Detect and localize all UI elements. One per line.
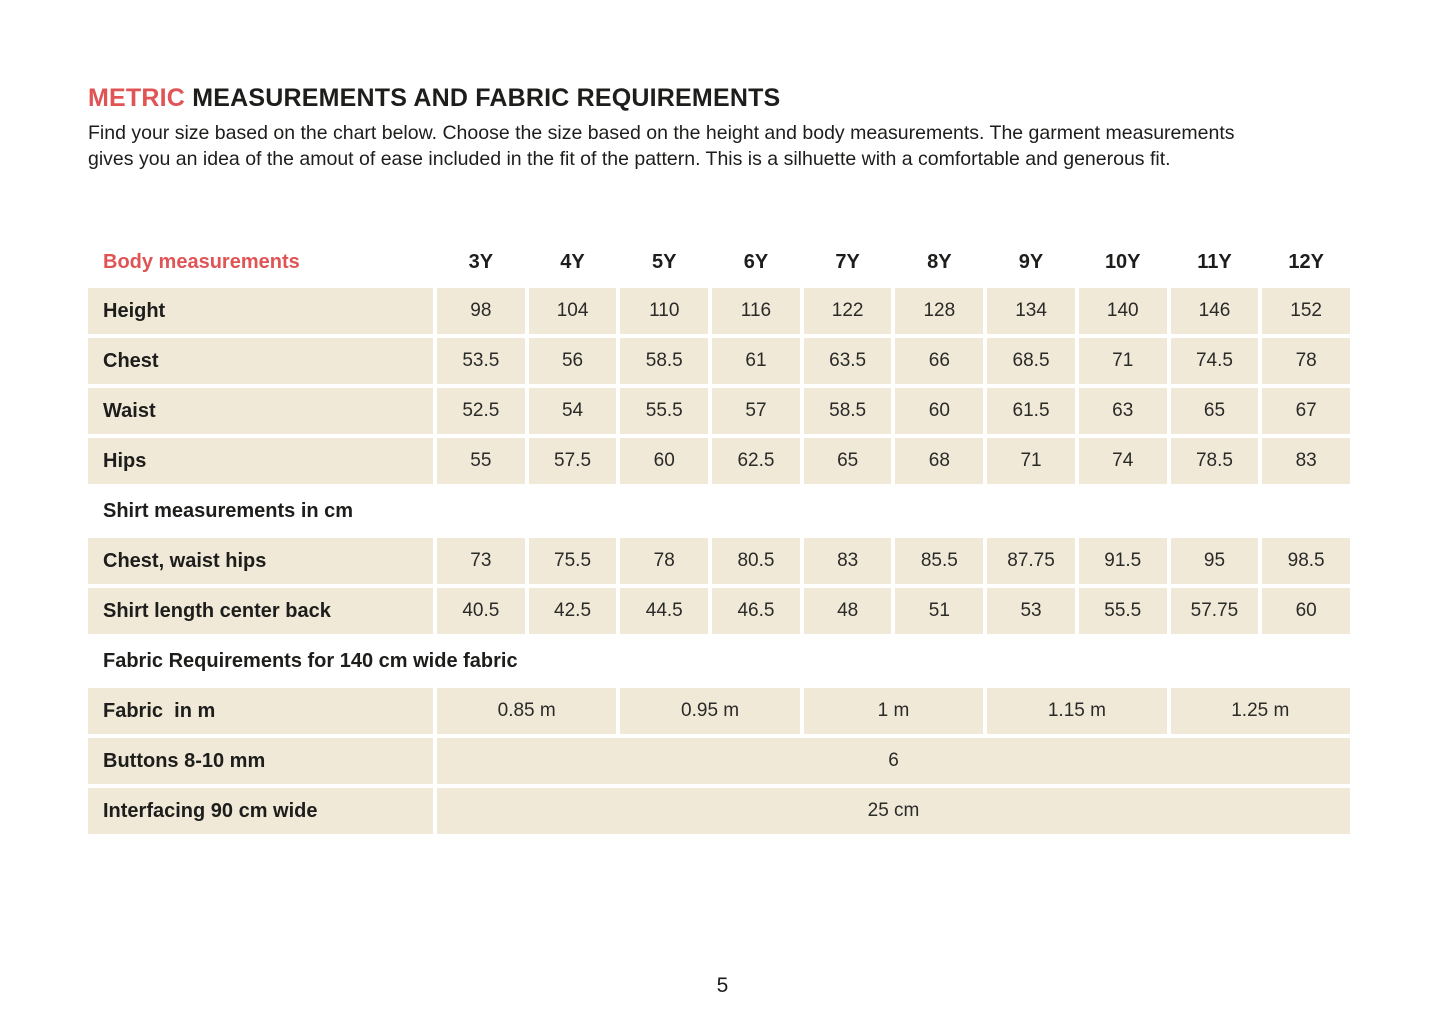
section-row-shirt-measurements — [88, 488, 1350, 534]
value-cell: 74 — [1079, 438, 1167, 484]
value-cell: 57.75 — [1171, 588, 1259, 634]
value-cell: 53 — [987, 588, 1075, 634]
row-label-shirt-length: Shirt length center back — [88, 588, 433, 634]
value-cell: 42.5 — [529, 588, 617, 634]
size-column-header-6y: 6Y — [743, 250, 769, 273]
value-cell: 55.5 — [620, 388, 708, 434]
value-cell: 68 — [895, 438, 983, 484]
value-cell: 55 — [437, 438, 525, 484]
section-row-fabric-requirements — [88, 638, 1350, 684]
value-cell: 60 — [895, 388, 983, 434]
value-cell: 67 — [1262, 388, 1350, 434]
value-cell: 40.5 — [437, 588, 525, 634]
value-cell: 91.5 — [1079, 538, 1167, 584]
value-cell: 61 — [712, 338, 800, 384]
value-cell: 78.5 — [1171, 438, 1259, 484]
value-cell: 61.5 — [987, 388, 1075, 434]
value-cell: 116 — [712, 288, 800, 334]
section-title-shirt-measurements: Shirt measurements in cm — [103, 499, 354, 522]
row-label-chest: Chest — [88, 338, 433, 384]
value-cell: 58.5 — [804, 388, 892, 434]
value-cell: 83 — [804, 538, 892, 584]
page-title — [88, 84, 1358, 113]
value-cell: 53.5 — [437, 338, 525, 384]
row-label-waist: Waist — [88, 388, 433, 434]
intro-paragraph — [88, 120, 1358, 172]
size-column-header-4y: 4Y — [560, 250, 585, 273]
size-column-header-12y: 12Y — [1288, 250, 1324, 273]
table-row-buttons — [88, 738, 1350, 784]
size-column-header-5y: 5Y — [652, 250, 677, 273]
buttons-count-cell: 6 — [437, 738, 1350, 784]
value-cell: 55.5 — [1079, 588, 1167, 634]
table-header-row — [88, 240, 1350, 284]
size-column-header-7y: 7Y — [835, 250, 860, 273]
value-cell: 98.5 — [1262, 538, 1350, 584]
value-cell: 52.5 — [437, 388, 525, 434]
value-cell: 71 — [987, 438, 1075, 484]
value-cell: 56 — [529, 338, 617, 384]
section-title-fabric-requirements: Fabric Requirements for 140 cm wide fabric — [103, 649, 518, 672]
value-cell: 140 — [1079, 288, 1167, 334]
value-cell: 71 — [1079, 338, 1167, 384]
table-row-chest — [88, 338, 1350, 384]
value-cell: 57.5 — [529, 438, 617, 484]
table-row-shirt-length — [88, 588, 1350, 634]
value-cell: 87.75 — [987, 538, 1075, 584]
value-cell: 73 — [437, 538, 525, 584]
value-cell: 146 — [1171, 288, 1259, 334]
measurements-table — [88, 240, 1350, 838]
fabric-amount-cell: 1.25 m — [1171, 688, 1350, 734]
size-column-header-10y: 10Y — [1104, 250, 1141, 273]
value-cell: 122 — [804, 288, 892, 334]
intro-line-1: Find your size based on the chart below. Choose the size based on the height and body measurements. The garment measurements — [88, 122, 1235, 144]
value-cell: 54 — [529, 388, 617, 434]
value-cell: 134 — [987, 288, 1075, 334]
value-cell: 68.5 — [987, 338, 1075, 384]
value-cell: 63.5 — [804, 338, 892, 384]
document-header — [88, 84, 1358, 172]
value-cell: 60 — [620, 438, 708, 484]
header-body-measurements: Body measurements — [103, 250, 300, 273]
intro-line-2: gives you an idea of the amout of ease included in the fit of the pattern. This is a silhuette with a comfortable and generous fit. — [88, 148, 1171, 170]
value-cell: 57 — [712, 388, 800, 434]
row-label-interfacing: Interfacing 90 cm wide — [88, 788, 433, 834]
value-cell: 80.5 — [712, 538, 800, 584]
size-column-header-9y: 9Y — [1018, 250, 1044, 273]
value-cell: 78 — [620, 538, 708, 584]
row-label-fabric: Fabric in m — [88, 688, 433, 734]
value-cell: 66 — [895, 338, 983, 384]
table-row-hips — [88, 438, 1350, 484]
page-number: 5 — [716, 974, 729, 997]
value-cell: 75.5 — [529, 538, 617, 584]
value-cell: 104 — [529, 288, 617, 334]
row-label-buttons: Buttons 8-10 mm — [88, 738, 433, 784]
page-title-accent: METRIC — [88, 84, 186, 112]
size-column-header-11y: 11Y — [1197, 250, 1232, 273]
value-cell: 128 — [895, 288, 983, 334]
value-cell: 65 — [1171, 388, 1259, 434]
row-label-chest-waist-hips: Chest, waist hips — [88, 538, 433, 584]
table-row-chest-waist-hips — [88, 538, 1350, 584]
table-row-fabric — [88, 688, 1350, 734]
value-cell: 46.5 — [712, 588, 800, 634]
value-cell: 78 — [1262, 338, 1350, 384]
fabric-amount-cell: 1.15 m — [987, 688, 1166, 734]
fabric-amount-cell: 0.95 m — [620, 688, 799, 734]
value-cell: 51 — [895, 588, 983, 634]
table-row-height — [88, 288, 1350, 334]
row-label-hips: Hips — [88, 438, 433, 484]
size-column-header-3y: 3Y — [468, 250, 494, 273]
size-column-header-8y: 8Y — [927, 250, 952, 273]
value-cell: 58.5 — [620, 338, 708, 384]
value-cell: 62.5 — [712, 438, 800, 484]
page-title-rest: MEASUREMENTS AND FABRIC REQUIREMENTS — [192, 84, 781, 112]
value-cell: 65 — [804, 438, 892, 484]
value-cell: 48 — [804, 588, 892, 634]
value-cell: 44.5 — [620, 588, 708, 634]
fabric-amount-cell: 1 m — [804, 688, 983, 734]
value-cell: 98 — [437, 288, 525, 334]
value-cell: 74.5 — [1171, 338, 1259, 384]
value-cell: 95 — [1171, 538, 1259, 584]
value-cell: 60 — [1262, 588, 1350, 634]
value-cell: 110 — [620, 288, 708, 334]
value-cell: 85.5 — [895, 538, 983, 584]
table-row-interfacing — [88, 788, 1350, 834]
value-cell: 152 — [1262, 288, 1350, 334]
value-cell: 83 — [1262, 438, 1350, 484]
fabric-amount-cell: 0.85 m — [437, 688, 616, 734]
table-row-waist — [88, 388, 1350, 434]
value-cell: 63 — [1079, 388, 1167, 434]
row-label-height: Height — [88, 288, 433, 334]
interfacing-amount-cell: 25 cm — [437, 788, 1350, 834]
